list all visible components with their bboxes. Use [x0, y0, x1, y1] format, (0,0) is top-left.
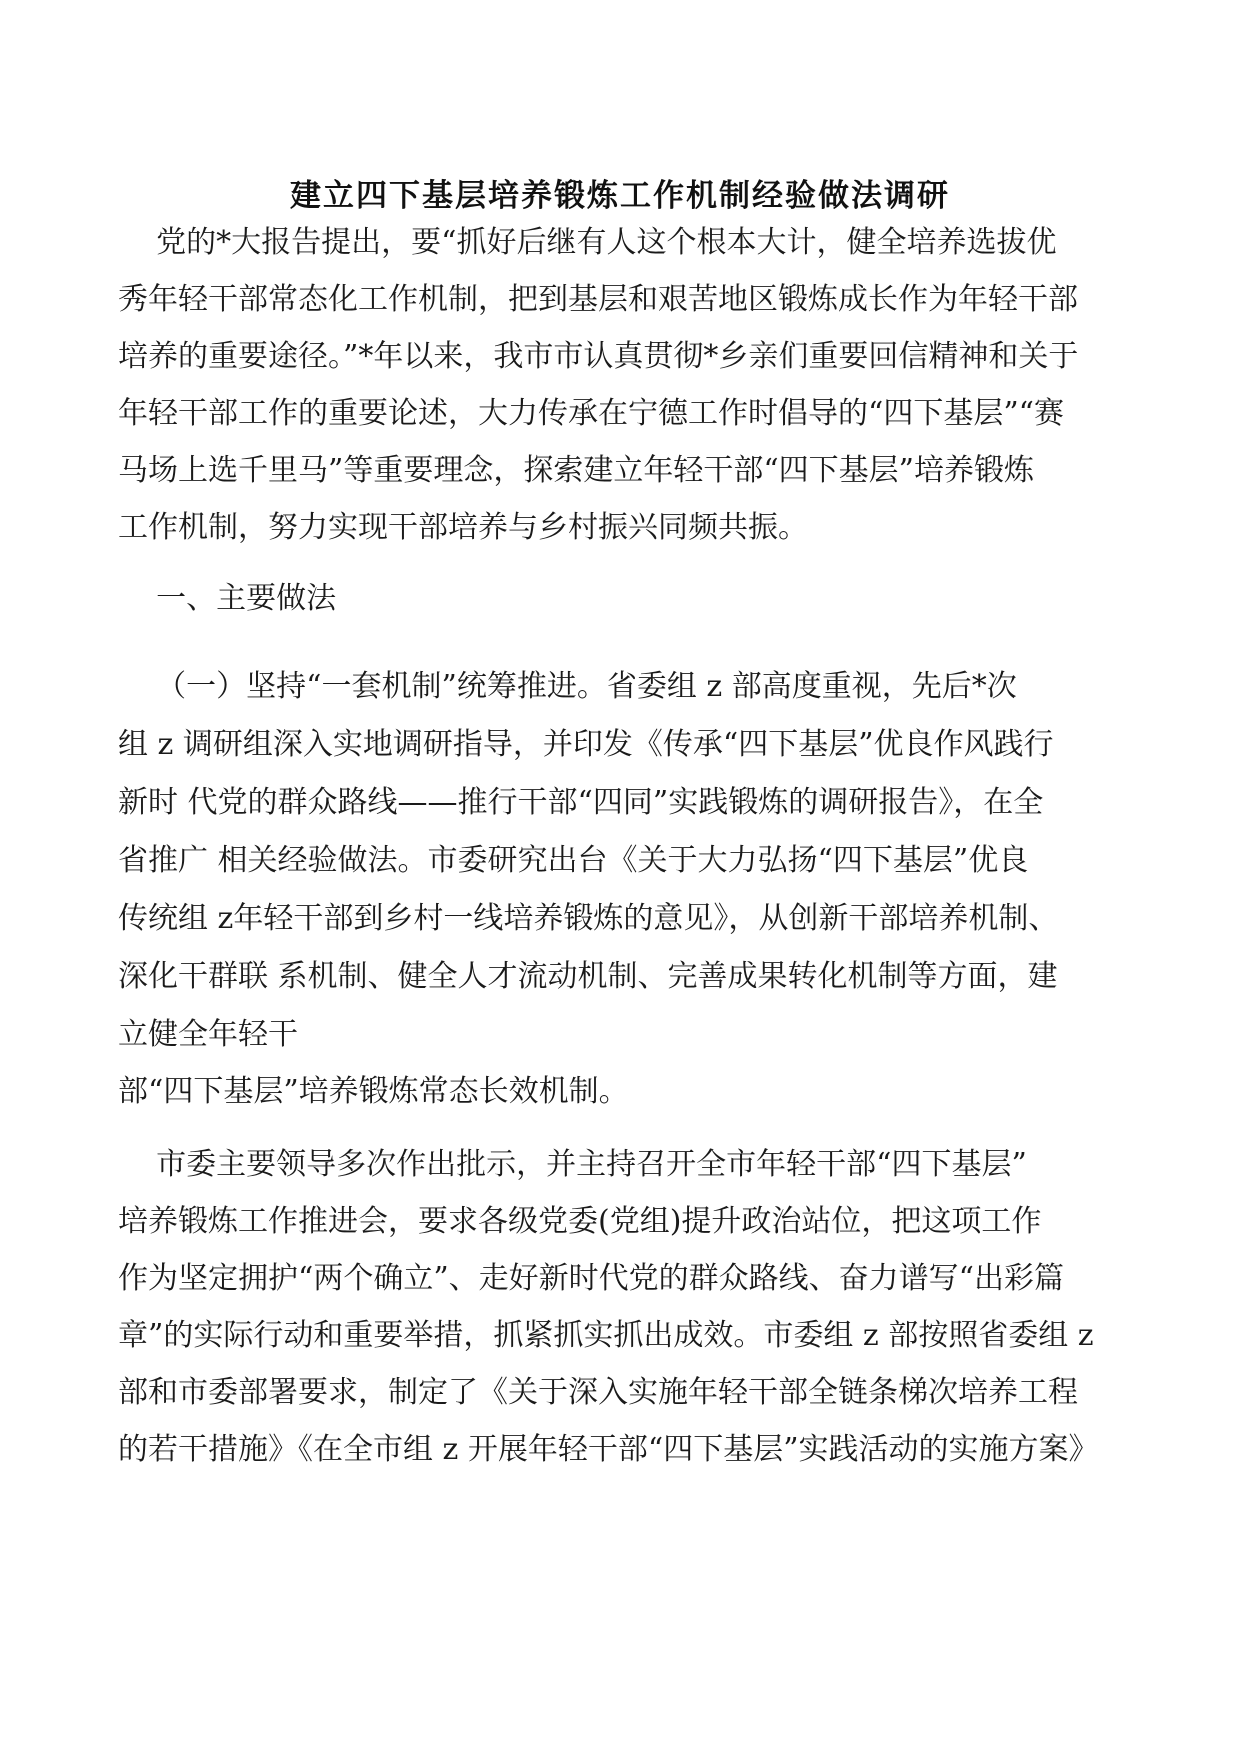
- paragraph-line: 新时 代党的群众路线——推行干部“四同”实践锻炼的调研报告》，在全: [118, 785, 1044, 820]
- paragraph-line: 市委主要领导多次作出批示，并主持召开全市年轻干部“四下基层”: [118, 1147, 1027, 1182]
- paragraph-line: 的若干措施》《在全市组 z 开展年轻干部“四下基层”实践活动的实施方案》: [118, 1432, 1099, 1467]
- paragraph-line: 立健全年轻干: [118, 1017, 298, 1052]
- paragraph-line: 省推广 相关经验做法。市委研究出台《关于大力弘扬“四下基层”优良: [118, 843, 1029, 878]
- paragraph-line: （一）坚持“一套机制”统筹推进。省委组 z 部高度重视，先后*次: [118, 669, 1017, 704]
- paragraph-line: 培养锻炼工作推进会，要求各级党委(党组)提升政治站位，把这项工作: [118, 1204, 1042, 1239]
- paragraph-line: 培养的重要途径。”*年以来，我市市认真贯彻*乡亲们重要回信精神和关于: [118, 339, 1079, 374]
- paragraph-line: 深化干群联 系机制、健全人才流动机制、完善成果转化机制等方面，建: [118, 959, 1058, 994]
- paragraph-line: 章”的实际行动和重要举措，抓紧抓实抓出成效。市委组 z 部按照省委组 z: [118, 1318, 1094, 1353]
- paragraph-line: 秀年轻干部常态化工作机制，把到基层和艰苦地区锻炼成长作为年轻干部: [118, 282, 1078, 317]
- paragraph-line: 传统组 z年轻干部到乡村一线培养锻炼的意见》，从创新干部培养机制、: [118, 901, 1059, 936]
- document-title: 建立四下基层培养锻炼工作机制经验做法调研: [290, 178, 950, 214]
- paragraph-line: 部“四下基层”培养锻炼常态长效机制。: [118, 1074, 629, 1109]
- paragraph-line: 年轻干部工作的重要论述，大力传承在宁德工作时倡导的“四下基层”“赛: [118, 396, 1065, 431]
- paragraph-line: 马场上选千里马”等重要理念，探索建立年轻干部“四下基层”培养锻炼: [118, 453, 1035, 488]
- paragraph-line: 组 z 调研组深入实地调研指导，并印发《传承“四下基层”优良作风践行: [118, 727, 1054, 762]
- paragraph-line: 工作机制，努力实现干部培养与乡村振兴同频共振。: [118, 510, 808, 545]
- paragraph-line: 作为坚定拥护“两个确立”、走好新时代党的群众路线、奋力谱写“出彩篇: [118, 1261, 1065, 1296]
- paragraph-line: 部和市委部署要求，制定了《关于深入实施年轻干部全链条梯次培养工程: [118, 1375, 1078, 1410]
- section-heading: 一、主要做法: [118, 581, 337, 616]
- paragraph-line: 党的*大报告提出，要“抓好后继有人这个根本大计，健全培养选拔优: [118, 225, 1057, 260]
